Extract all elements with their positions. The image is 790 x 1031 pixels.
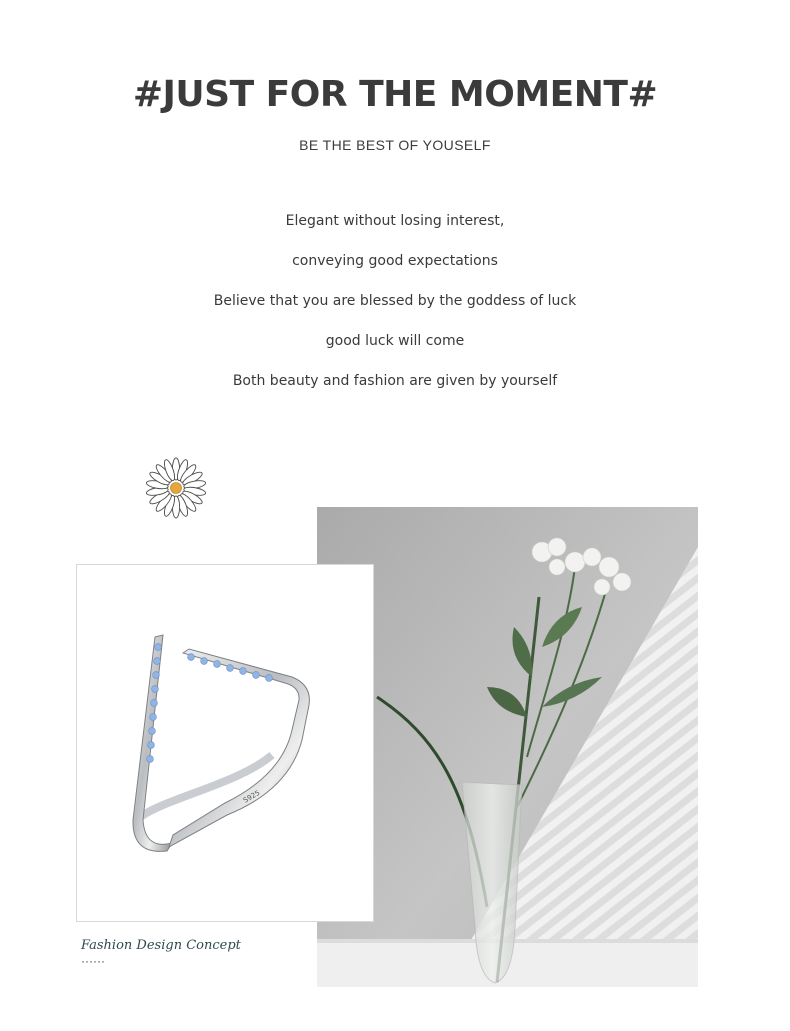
poem-line-4: good luck will come bbox=[325, 333, 465, 349]
daisy-icon bbox=[145, 457, 207, 519]
poem-line-3: Believe that you are blessed by the goddess of luck bbox=[213, 293, 577, 309]
ring-product-card bbox=[76, 564, 374, 922]
caption-text: Fashion Design Concept bbox=[81, 938, 241, 953]
poem-line-5: Both beauty and fashion are given by yourself bbox=[232, 373, 558, 389]
ring-stamp: S925 bbox=[242, 788, 262, 805]
page-title: #JUST FOR THE MOMENT# bbox=[132, 74, 658, 115]
poem-line-2: conveying good expectations bbox=[292, 253, 498, 269]
poem-line-1: Elegant without losing interest, bbox=[285, 213, 505, 229]
page-subtitle: BE THE BEST OF YOUSELF bbox=[299, 137, 491, 153]
ring-image bbox=[77, 565, 375, 923]
caption-dots: ······ bbox=[81, 954, 105, 968]
